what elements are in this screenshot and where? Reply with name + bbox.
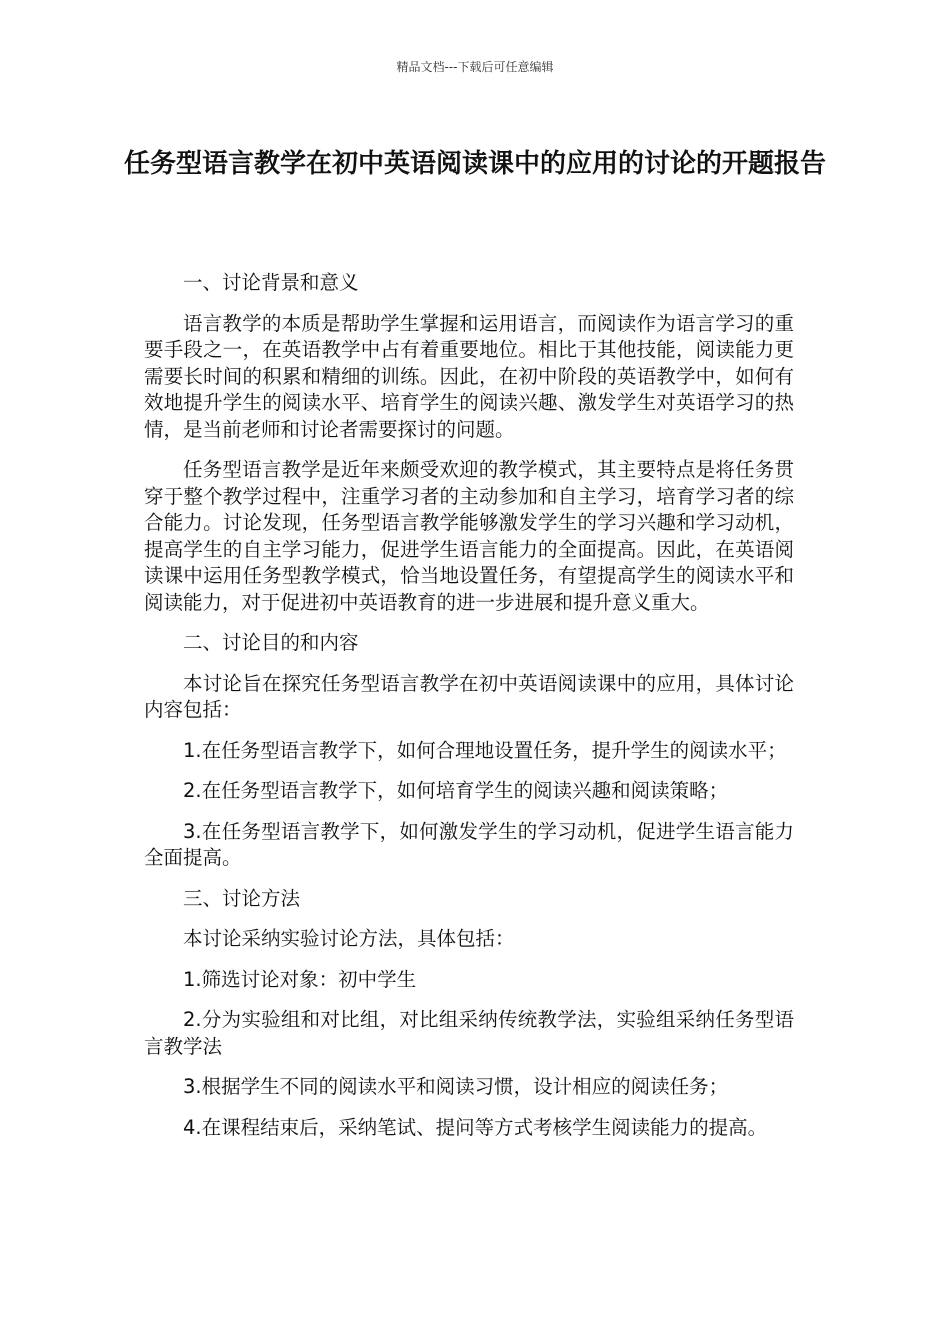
header-note: 精品文档---下载后可任意编辑 [396,60,554,74]
list-item: 3.根据学生不同的阅读水平和阅读习惯，设计相应的阅读任务； [183,1075,729,1098]
list-item: 2.在任务型语言教学下，如何培育学生的阅读兴趣和阅读策略； [183,779,729,802]
section-heading: 三、讨论方法 [183,886,301,910]
list-item: 1.筛选讨论对象：初中学生 [183,967,417,991]
paragraph: 本讨论采纳实验讨论方法，具体包括： [183,927,515,950]
document-title: 任务型语言教学在初中英语阅读课中的应用的讨论的开题报告 [123,149,826,179]
section-heading: 二、讨论目的和内容 [183,631,359,654]
paragraph: 任务型语言教学是近年来颇受欢迎的教学模式，其主要特点是将任务贯穿于整个教学过程中，注重学习者的主动参加和自主学习，培育学习者的综合能力。讨论发现，任务型语言教学能够激发学生的学习兴趣和学习动机，提高学生的自主学习能力，促进学生语言能力的全面提高。因此，在英语阅读课中运用任务型教学模式，恰当地设置任务，有望提高学生的阅读水平和阅读能力，对于促进初中英语教育的进一步进展和提升意义重大。 [144,458,794,614]
document-body [144,270,794,1155]
paragraph: 本讨论旨在探究任务型语言教学在初中英语阅读课中的应用，具体讨论内容包括： [144,671,794,721]
list-item: 4.在课程结束后，采纳笔试、提问等方式考核学生阅读能力的提高。 [183,1115,768,1139]
section-heading: 一、讨论背景和意义 [183,271,359,294]
paragraph: 语言教学的本质是帮助学生掌握和运用语言，而阅读作为语言学习的重要手段之一，在英语教学中占有着重要地位。相比于其他技能，阅读能力更需要长时间的积累和精细的训练。因此，在初中阶段的英语教学中，如何有效地提升学生的阅读水平、培育学生的阅读兴趣、激发学生对英语学习的热情，是当前老师和讨论者需要探讨的问题。 [144,311,794,441]
list-item: 3.在任务型语言教学下，如何激发学生的学习动机，促进学生语言能力全面提高。 [144,819,794,869]
list-item: 2.分为实验组和对比组，对比组采纳传统教学法，实验组采纳任务型语言教学法 [144,1008,794,1058]
list-item: 1.在任务型语言教学下，如何合理地设置任务，提升学生的阅读水平； [183,738,787,762]
